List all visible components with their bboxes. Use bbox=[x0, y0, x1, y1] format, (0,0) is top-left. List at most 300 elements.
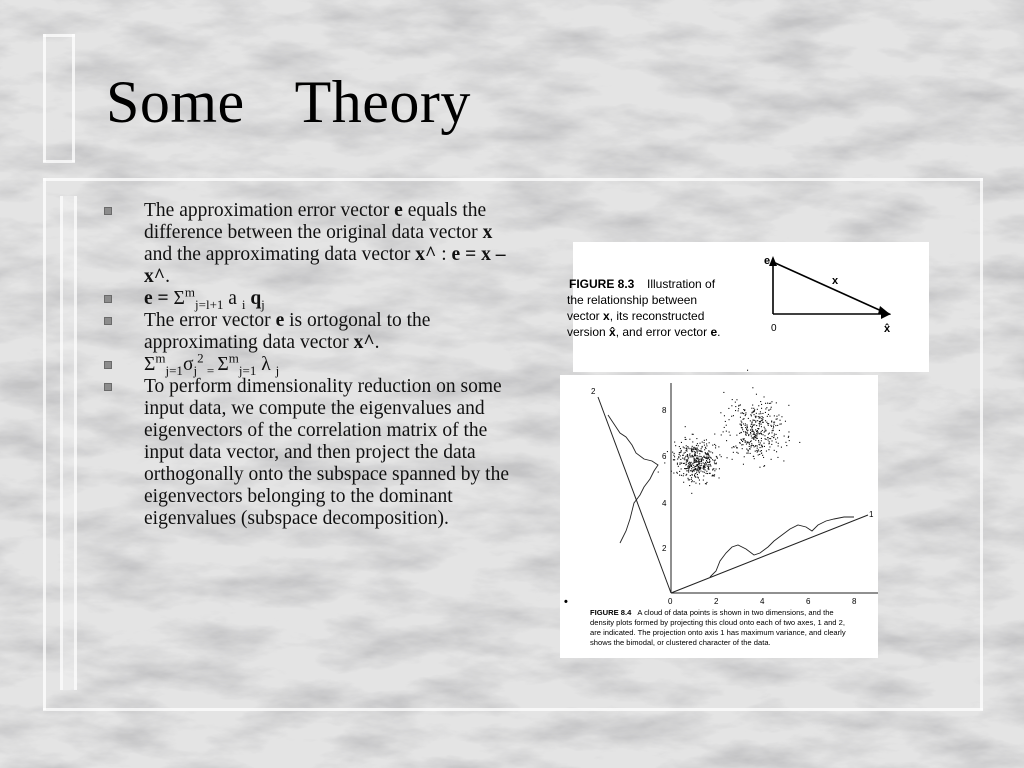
data-point bbox=[703, 459, 704, 460]
data-point bbox=[710, 457, 711, 458]
data-point bbox=[761, 434, 762, 435]
subscript: i bbox=[241, 296, 246, 312]
data-point bbox=[732, 459, 733, 460]
data-point bbox=[777, 418, 778, 419]
data-point bbox=[684, 447, 685, 448]
figure-8-3-caption-line3: vector x, its reconstructed bbox=[567, 309, 705, 323]
data-point bbox=[695, 483, 696, 484]
data-point bbox=[769, 433, 770, 434]
data-point bbox=[699, 459, 700, 460]
data-point bbox=[770, 438, 771, 439]
data-point bbox=[768, 449, 769, 450]
data-point bbox=[696, 466, 697, 467]
data-point bbox=[694, 481, 695, 482]
data-point bbox=[694, 460, 695, 461]
data-point bbox=[759, 424, 760, 425]
sigma-lower-symbol: σ bbox=[182, 354, 194, 375]
data-point bbox=[764, 396, 765, 397]
data-point bbox=[715, 445, 716, 446]
data-point bbox=[764, 446, 765, 447]
equals-sign: = bbox=[203, 362, 218, 378]
data-point bbox=[721, 434, 722, 435]
data-point bbox=[692, 446, 693, 447]
data-point bbox=[755, 446, 756, 447]
data-point bbox=[697, 443, 698, 444]
data-point bbox=[764, 431, 765, 432]
data-point bbox=[701, 460, 702, 461]
data-point bbox=[713, 468, 714, 469]
data-point bbox=[701, 463, 702, 464]
data-point bbox=[688, 479, 689, 480]
data-point bbox=[690, 470, 691, 471]
data-point bbox=[716, 463, 717, 464]
data-point bbox=[725, 421, 726, 422]
data-point bbox=[691, 481, 692, 482]
data-point bbox=[752, 421, 753, 422]
data-point bbox=[714, 476, 715, 477]
data-point bbox=[700, 469, 701, 470]
data-point bbox=[712, 469, 713, 470]
data-point bbox=[760, 413, 761, 414]
data-point bbox=[752, 438, 753, 439]
data-point bbox=[742, 429, 743, 430]
data-point bbox=[788, 436, 789, 437]
data-point bbox=[700, 465, 701, 466]
data-point bbox=[726, 425, 727, 426]
data-point bbox=[716, 469, 717, 470]
data-point bbox=[736, 452, 737, 453]
data-point bbox=[748, 442, 749, 443]
data-point bbox=[703, 467, 704, 468]
data-point bbox=[691, 470, 692, 471]
data-point bbox=[754, 424, 755, 425]
data-point bbox=[741, 427, 742, 428]
data-point bbox=[748, 418, 749, 419]
data-point bbox=[701, 448, 702, 449]
data-point bbox=[702, 447, 703, 448]
data-point bbox=[720, 412, 721, 413]
data-point bbox=[696, 448, 697, 449]
data-point bbox=[679, 446, 680, 447]
data-point bbox=[760, 433, 761, 434]
data-point bbox=[697, 474, 698, 475]
data-point bbox=[751, 408, 752, 409]
data-point bbox=[755, 440, 756, 441]
data-point bbox=[771, 459, 772, 460]
data-point bbox=[745, 431, 746, 432]
data-point bbox=[696, 445, 697, 446]
data-point bbox=[712, 445, 713, 446]
data-point bbox=[699, 453, 700, 454]
data-point bbox=[683, 473, 684, 474]
bullet-text: equals the difference between the original data vector bbox=[144, 200, 487, 243]
data-point bbox=[704, 468, 705, 469]
data-point bbox=[690, 456, 691, 457]
data-point bbox=[757, 433, 758, 434]
origin-label: 0 bbox=[771, 323, 777, 334]
data-point bbox=[690, 448, 691, 449]
data-point bbox=[714, 463, 715, 464]
data-point bbox=[753, 433, 754, 434]
data-point bbox=[756, 438, 757, 439]
bullet-item-dimensionality-reduction bbox=[104, 376, 516, 530]
superscript: m bbox=[228, 350, 239, 366]
data-point bbox=[708, 450, 709, 451]
y-tick-label: 4 bbox=[662, 499, 667, 508]
data-point bbox=[679, 471, 680, 472]
data-point bbox=[699, 456, 700, 457]
data-point bbox=[703, 462, 704, 463]
data-point bbox=[727, 457, 728, 458]
data-point bbox=[690, 466, 691, 467]
data-point bbox=[691, 449, 692, 450]
data-point bbox=[778, 415, 779, 416]
data-point bbox=[689, 467, 690, 468]
data-point bbox=[719, 477, 720, 478]
data-point bbox=[756, 433, 757, 434]
data-point bbox=[762, 419, 763, 420]
data-point bbox=[768, 440, 769, 441]
data-point bbox=[738, 453, 739, 454]
data-point bbox=[695, 473, 696, 474]
data-point bbox=[754, 411, 755, 412]
data-point bbox=[712, 475, 713, 476]
data-point bbox=[731, 416, 732, 417]
data-point bbox=[753, 420, 754, 421]
data-point bbox=[694, 474, 695, 475]
data-point bbox=[709, 459, 710, 460]
data-point bbox=[706, 473, 707, 474]
data-point bbox=[756, 425, 757, 426]
data-point bbox=[753, 445, 754, 446]
data-point bbox=[779, 424, 780, 425]
data-point bbox=[765, 408, 766, 409]
data-point bbox=[688, 478, 689, 479]
data-point bbox=[675, 445, 676, 446]
y-tick-label: 6 bbox=[662, 452, 667, 461]
data-point bbox=[768, 437, 769, 438]
data-point bbox=[757, 428, 758, 429]
subscript: j bbox=[275, 362, 280, 378]
data-point bbox=[680, 455, 681, 456]
data-point bbox=[771, 432, 772, 433]
data-point bbox=[778, 445, 779, 446]
data-point bbox=[762, 420, 763, 421]
symbol-e: e bbox=[394, 200, 403, 221]
bullet-square-icon bbox=[104, 383, 112, 391]
figure-8-4 bbox=[560, 375, 878, 658]
data-point bbox=[769, 446, 770, 447]
data-point bbox=[696, 465, 697, 466]
data-point bbox=[766, 451, 767, 452]
data-point bbox=[760, 451, 761, 452]
data-point bbox=[758, 449, 759, 450]
data-point bbox=[755, 417, 756, 418]
data-point bbox=[748, 435, 749, 436]
data-point bbox=[785, 442, 786, 443]
data-point bbox=[698, 477, 699, 478]
data-point bbox=[697, 455, 698, 456]
data-point bbox=[698, 459, 699, 460]
superscript: m bbox=[184, 284, 196, 300]
data-point bbox=[750, 432, 751, 433]
data-point bbox=[718, 446, 719, 447]
data-point bbox=[763, 457, 764, 458]
data-point bbox=[683, 447, 684, 448]
data-point bbox=[704, 472, 705, 473]
data-point bbox=[745, 432, 746, 433]
data-point bbox=[686, 460, 687, 461]
data-point bbox=[690, 465, 691, 466]
data-point bbox=[684, 457, 685, 458]
data-point bbox=[706, 483, 707, 484]
data-point bbox=[683, 475, 684, 476]
data-point bbox=[692, 475, 693, 476]
data-point bbox=[753, 431, 754, 432]
data-point bbox=[749, 448, 750, 449]
data-point bbox=[776, 419, 777, 420]
data-point bbox=[735, 446, 736, 447]
data-point bbox=[691, 466, 692, 467]
data-point bbox=[692, 441, 693, 442]
data-point bbox=[677, 464, 678, 465]
x-tick-label: 8 bbox=[852, 597, 857, 606]
data-point bbox=[740, 413, 741, 414]
data-point bbox=[682, 458, 683, 459]
data-point bbox=[681, 442, 682, 443]
symbol-x-hat: x^ bbox=[353, 332, 375, 353]
data-point bbox=[687, 454, 688, 455]
data-point bbox=[706, 464, 707, 465]
data-point bbox=[684, 463, 685, 464]
data-point bbox=[756, 435, 757, 436]
data-point bbox=[714, 474, 715, 475]
data-point bbox=[771, 426, 772, 427]
data-point bbox=[760, 417, 761, 418]
data-point bbox=[714, 470, 715, 471]
data-point bbox=[758, 442, 759, 443]
sigma-symbol: Σ bbox=[217, 354, 229, 375]
data-point bbox=[746, 435, 747, 436]
data-point bbox=[757, 430, 758, 431]
bullet-item-e-sum bbox=[104, 284, 516, 312]
data-point bbox=[774, 434, 775, 435]
data-point bbox=[759, 467, 760, 468]
data-point bbox=[694, 447, 695, 448]
data-point bbox=[702, 451, 703, 452]
data-point bbox=[715, 447, 716, 448]
data-point bbox=[707, 458, 708, 459]
data-point bbox=[686, 445, 687, 446]
data-point bbox=[755, 422, 756, 423]
data-point bbox=[736, 447, 737, 448]
data-point bbox=[707, 462, 708, 463]
data-point bbox=[679, 454, 680, 455]
data-point bbox=[694, 458, 695, 459]
data-point bbox=[758, 405, 759, 406]
data-point bbox=[777, 437, 778, 438]
x-tick-label: 2 bbox=[714, 597, 719, 606]
data-point bbox=[705, 452, 706, 453]
data-point bbox=[680, 459, 681, 460]
data-point bbox=[757, 448, 758, 449]
data-point bbox=[708, 462, 709, 463]
data-point bbox=[741, 444, 742, 445]
figure-8-3 bbox=[567, 242, 929, 372]
data-point bbox=[664, 462, 665, 463]
data-point bbox=[706, 445, 707, 446]
figure-8-3-caption-line4: version x̂, and error vector e. bbox=[567, 325, 721, 339]
data-point bbox=[695, 452, 696, 453]
projection-axis-2 bbox=[598, 397, 671, 593]
data-point bbox=[751, 440, 752, 441]
data-point bbox=[743, 423, 744, 424]
data-point bbox=[693, 470, 694, 471]
data-point bbox=[679, 464, 680, 465]
bullet-item-variance-sum bbox=[104, 350, 516, 378]
data-point bbox=[773, 428, 774, 429]
data-point bbox=[701, 465, 702, 466]
data-point bbox=[741, 432, 742, 433]
data-point bbox=[689, 479, 690, 480]
data-point bbox=[762, 455, 763, 456]
data-point bbox=[706, 482, 707, 483]
data-point bbox=[765, 420, 766, 421]
data-point bbox=[749, 444, 750, 445]
data-point bbox=[752, 405, 753, 406]
subscript: j=1 bbox=[238, 362, 257, 378]
data-point bbox=[761, 431, 762, 432]
data-point bbox=[760, 442, 761, 443]
data-point bbox=[755, 451, 756, 452]
data-point bbox=[753, 437, 754, 438]
bullet-square-icon bbox=[104, 295, 112, 303]
data-point bbox=[701, 456, 702, 457]
data-point bbox=[733, 415, 734, 416]
data-point bbox=[690, 463, 691, 464]
data-point bbox=[698, 458, 699, 459]
data-point bbox=[697, 448, 698, 449]
data-point bbox=[742, 448, 743, 449]
bullet-text: . bbox=[165, 266, 170, 287]
data-point bbox=[764, 465, 765, 466]
data-point bbox=[767, 416, 768, 417]
data-point bbox=[750, 447, 751, 448]
data-point bbox=[754, 446, 755, 447]
data-point bbox=[741, 421, 742, 422]
data-point bbox=[751, 436, 752, 437]
data-point bbox=[698, 467, 699, 468]
axis-2-label: 2 bbox=[591, 387, 596, 396]
data-point bbox=[774, 450, 775, 451]
data-point bbox=[714, 460, 715, 461]
data-point bbox=[761, 404, 762, 405]
data-point bbox=[667, 451, 668, 452]
data-point bbox=[687, 466, 688, 467]
subscript: j=l+1 bbox=[195, 296, 224, 312]
data-point bbox=[680, 462, 681, 463]
data-point bbox=[686, 475, 687, 476]
data-point bbox=[731, 405, 732, 406]
data-point bbox=[759, 444, 760, 445]
data-point bbox=[768, 434, 769, 435]
data-point bbox=[692, 463, 693, 464]
data-point bbox=[714, 462, 715, 463]
data-point bbox=[706, 439, 707, 440]
data-point bbox=[738, 410, 739, 411]
data-point bbox=[759, 425, 760, 426]
data-point bbox=[698, 445, 699, 446]
data-point bbox=[745, 427, 746, 428]
data-point bbox=[740, 404, 741, 405]
data-point bbox=[755, 429, 756, 430]
data-point bbox=[726, 440, 727, 441]
data-point bbox=[707, 473, 708, 474]
data-point bbox=[744, 410, 745, 411]
data-point bbox=[729, 432, 730, 433]
data-point bbox=[776, 416, 777, 417]
subscript: j bbox=[261, 296, 265, 312]
superscript: 2 bbox=[197, 350, 204, 366]
data-point bbox=[750, 430, 751, 431]
data-point bbox=[757, 451, 758, 452]
data-point bbox=[696, 461, 697, 462]
data-point bbox=[680, 448, 681, 449]
data-point bbox=[741, 425, 742, 426]
data-point bbox=[786, 445, 787, 446]
data-point bbox=[703, 480, 704, 481]
data-point bbox=[781, 423, 782, 424]
figure-8-3-caption-line1: Illustration of bbox=[647, 277, 716, 291]
data-point bbox=[745, 415, 746, 416]
data-point bbox=[745, 412, 746, 413]
data-point bbox=[696, 438, 697, 439]
data-point bbox=[775, 425, 776, 426]
data-point bbox=[685, 426, 686, 427]
data-point bbox=[756, 431, 757, 432]
data-point bbox=[743, 418, 744, 419]
data-point bbox=[776, 451, 777, 452]
x-tick-label: 0 bbox=[668, 597, 673, 606]
data-point bbox=[761, 453, 762, 454]
data-point bbox=[709, 461, 710, 462]
data-point bbox=[747, 370, 748, 371]
data-point bbox=[711, 458, 712, 459]
point-label-e: e bbox=[764, 255, 771, 267]
point-label-x: x bbox=[832, 275, 839, 287]
data-point bbox=[730, 435, 731, 436]
data-point bbox=[681, 475, 682, 476]
data-point bbox=[746, 429, 747, 430]
data-point bbox=[697, 468, 698, 469]
data-point bbox=[686, 448, 687, 449]
data-point bbox=[723, 431, 724, 432]
data-point bbox=[685, 437, 686, 438]
data-point bbox=[736, 435, 737, 436]
data-point bbox=[759, 418, 760, 419]
data-point bbox=[763, 417, 764, 418]
data-point bbox=[700, 443, 701, 444]
data-point bbox=[697, 465, 698, 466]
data-point bbox=[754, 458, 755, 459]
data-point bbox=[773, 430, 774, 431]
data-point bbox=[752, 426, 753, 427]
data-point bbox=[742, 444, 743, 445]
data-point bbox=[695, 455, 696, 456]
data-point bbox=[699, 471, 700, 472]
data-point bbox=[694, 451, 695, 452]
data-point bbox=[765, 430, 766, 431]
